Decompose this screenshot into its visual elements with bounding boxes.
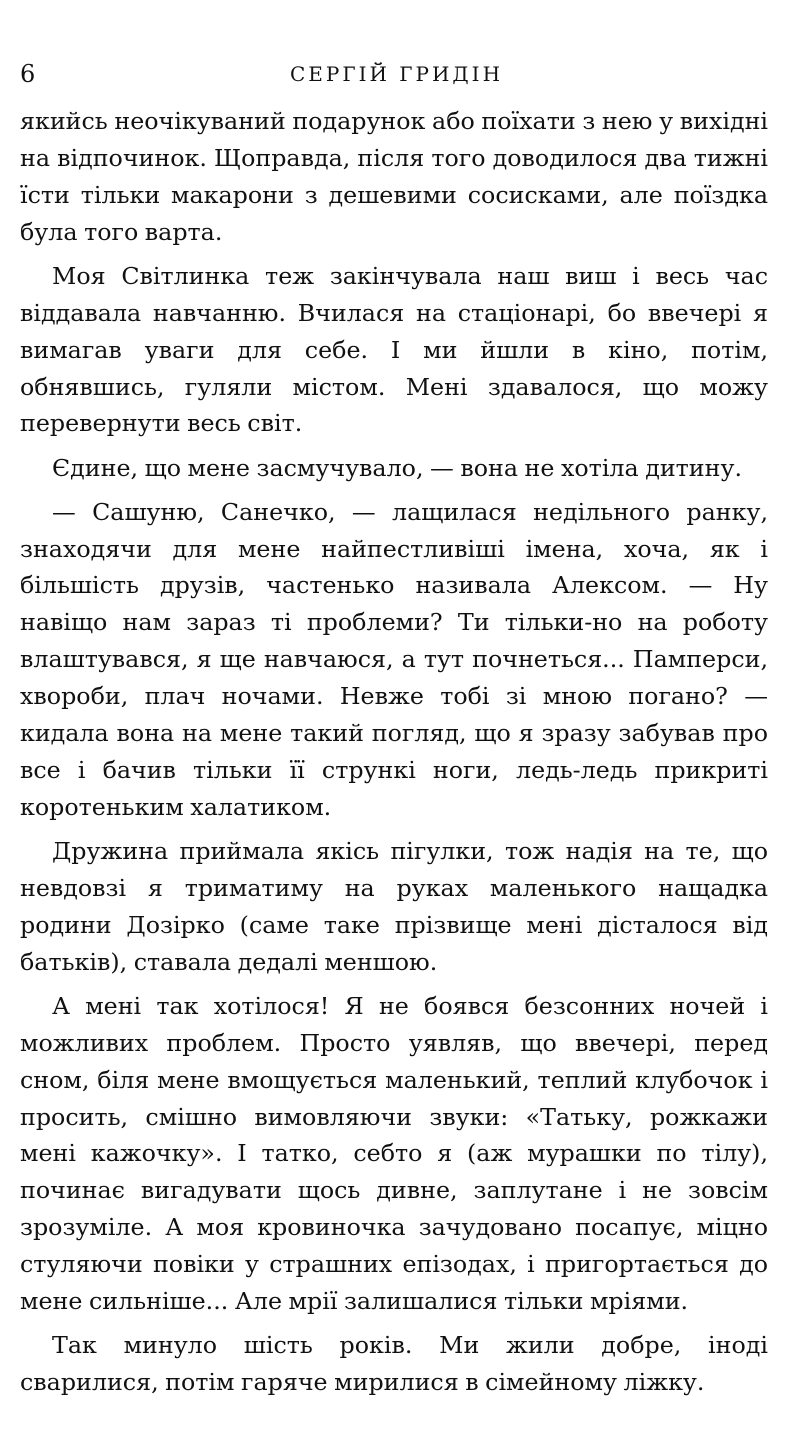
running-head-author: СЕРГІЙ ГРИДІН xyxy=(289,62,504,86)
paragraph-continuation: якийсь неочікуваний подарунок або поїхати з нею у вихідні на відпочинок. Щоправда, після того доводилося два тижні їсти тільки макарони з дешевими сосисками, але поїздка була того варта. xyxy=(20,107,768,246)
paragraph: Так минуло шість років. Ми жили добре, іноді сварилися, потім гаряче мирилися в сімейному ліжку. xyxy=(20,1331,768,1397)
page-number: 6 xyxy=(20,60,36,88)
paragraph: Єдине, що мене засмучувало, — вона не хотіла дитину. xyxy=(52,453,742,482)
paragraph: Дружина приймала якісь пігулки, тож надія на те, що невдовзі я триматиму на руках маленького нащадка родини Дозірко (саме таке прізвище мені дісталося від батьків), ставала дедалі меншою. xyxy=(20,836,768,976)
dialogue-paragraph: — Сашуню, Санечко, — лащилася недільного ранку, знаходячи для мене найпестливіші імена, хоча, як і більшість друзів, частенько називала Алексом. — Ну навіщо нам зараз ті проблеми? Ти тільки-но на роботу влаштувався, я ще навчаюся, а тут почнеться... Памперси, хвороби, плач ночами. Невже тобі зі мною погано? — кидала вона на мене такий погляд, що я зразу забував про все і бачив тільки її стрункі ноги, ледь-ледь прикриті коротеньким халатиком. xyxy=(20,497,768,821)
page-header xyxy=(20,56,773,96)
paragraph: Моя Світлинка теж закінчувала наш виш і весь час віддавала навчанню. Вчилася на стаціонарі, бо ввечері я вимагав уваги для себе. І ми йшли в кіно, потім, обнявшись, гуляли містом. Мені здавалося, що можу перевернути весь світ. xyxy=(20,261,768,438)
paragraph: А мені так хотілося! Я не боявся безсонних ночей і можливих проблем. Просто уявляв, що ввечері, перед сном, біля мене вмощується маленький, теплий клубочок і просить, смішно вимовляючи звуки: «Татьку, рожкажи мені кажочку». І татко, себто я (аж мурашки по тілу), починає вигадувати щось дивне, заплутане і не зовсім зрозуміле. А моя кровиночка зачудовано посапує, міцно стуляючи повіки у страшних епізодах, і пригортається до мене сильніше... Але мрії залишалися тільки мріями. xyxy=(20,991,768,1316)
body-text xyxy=(20,103,768,1408)
